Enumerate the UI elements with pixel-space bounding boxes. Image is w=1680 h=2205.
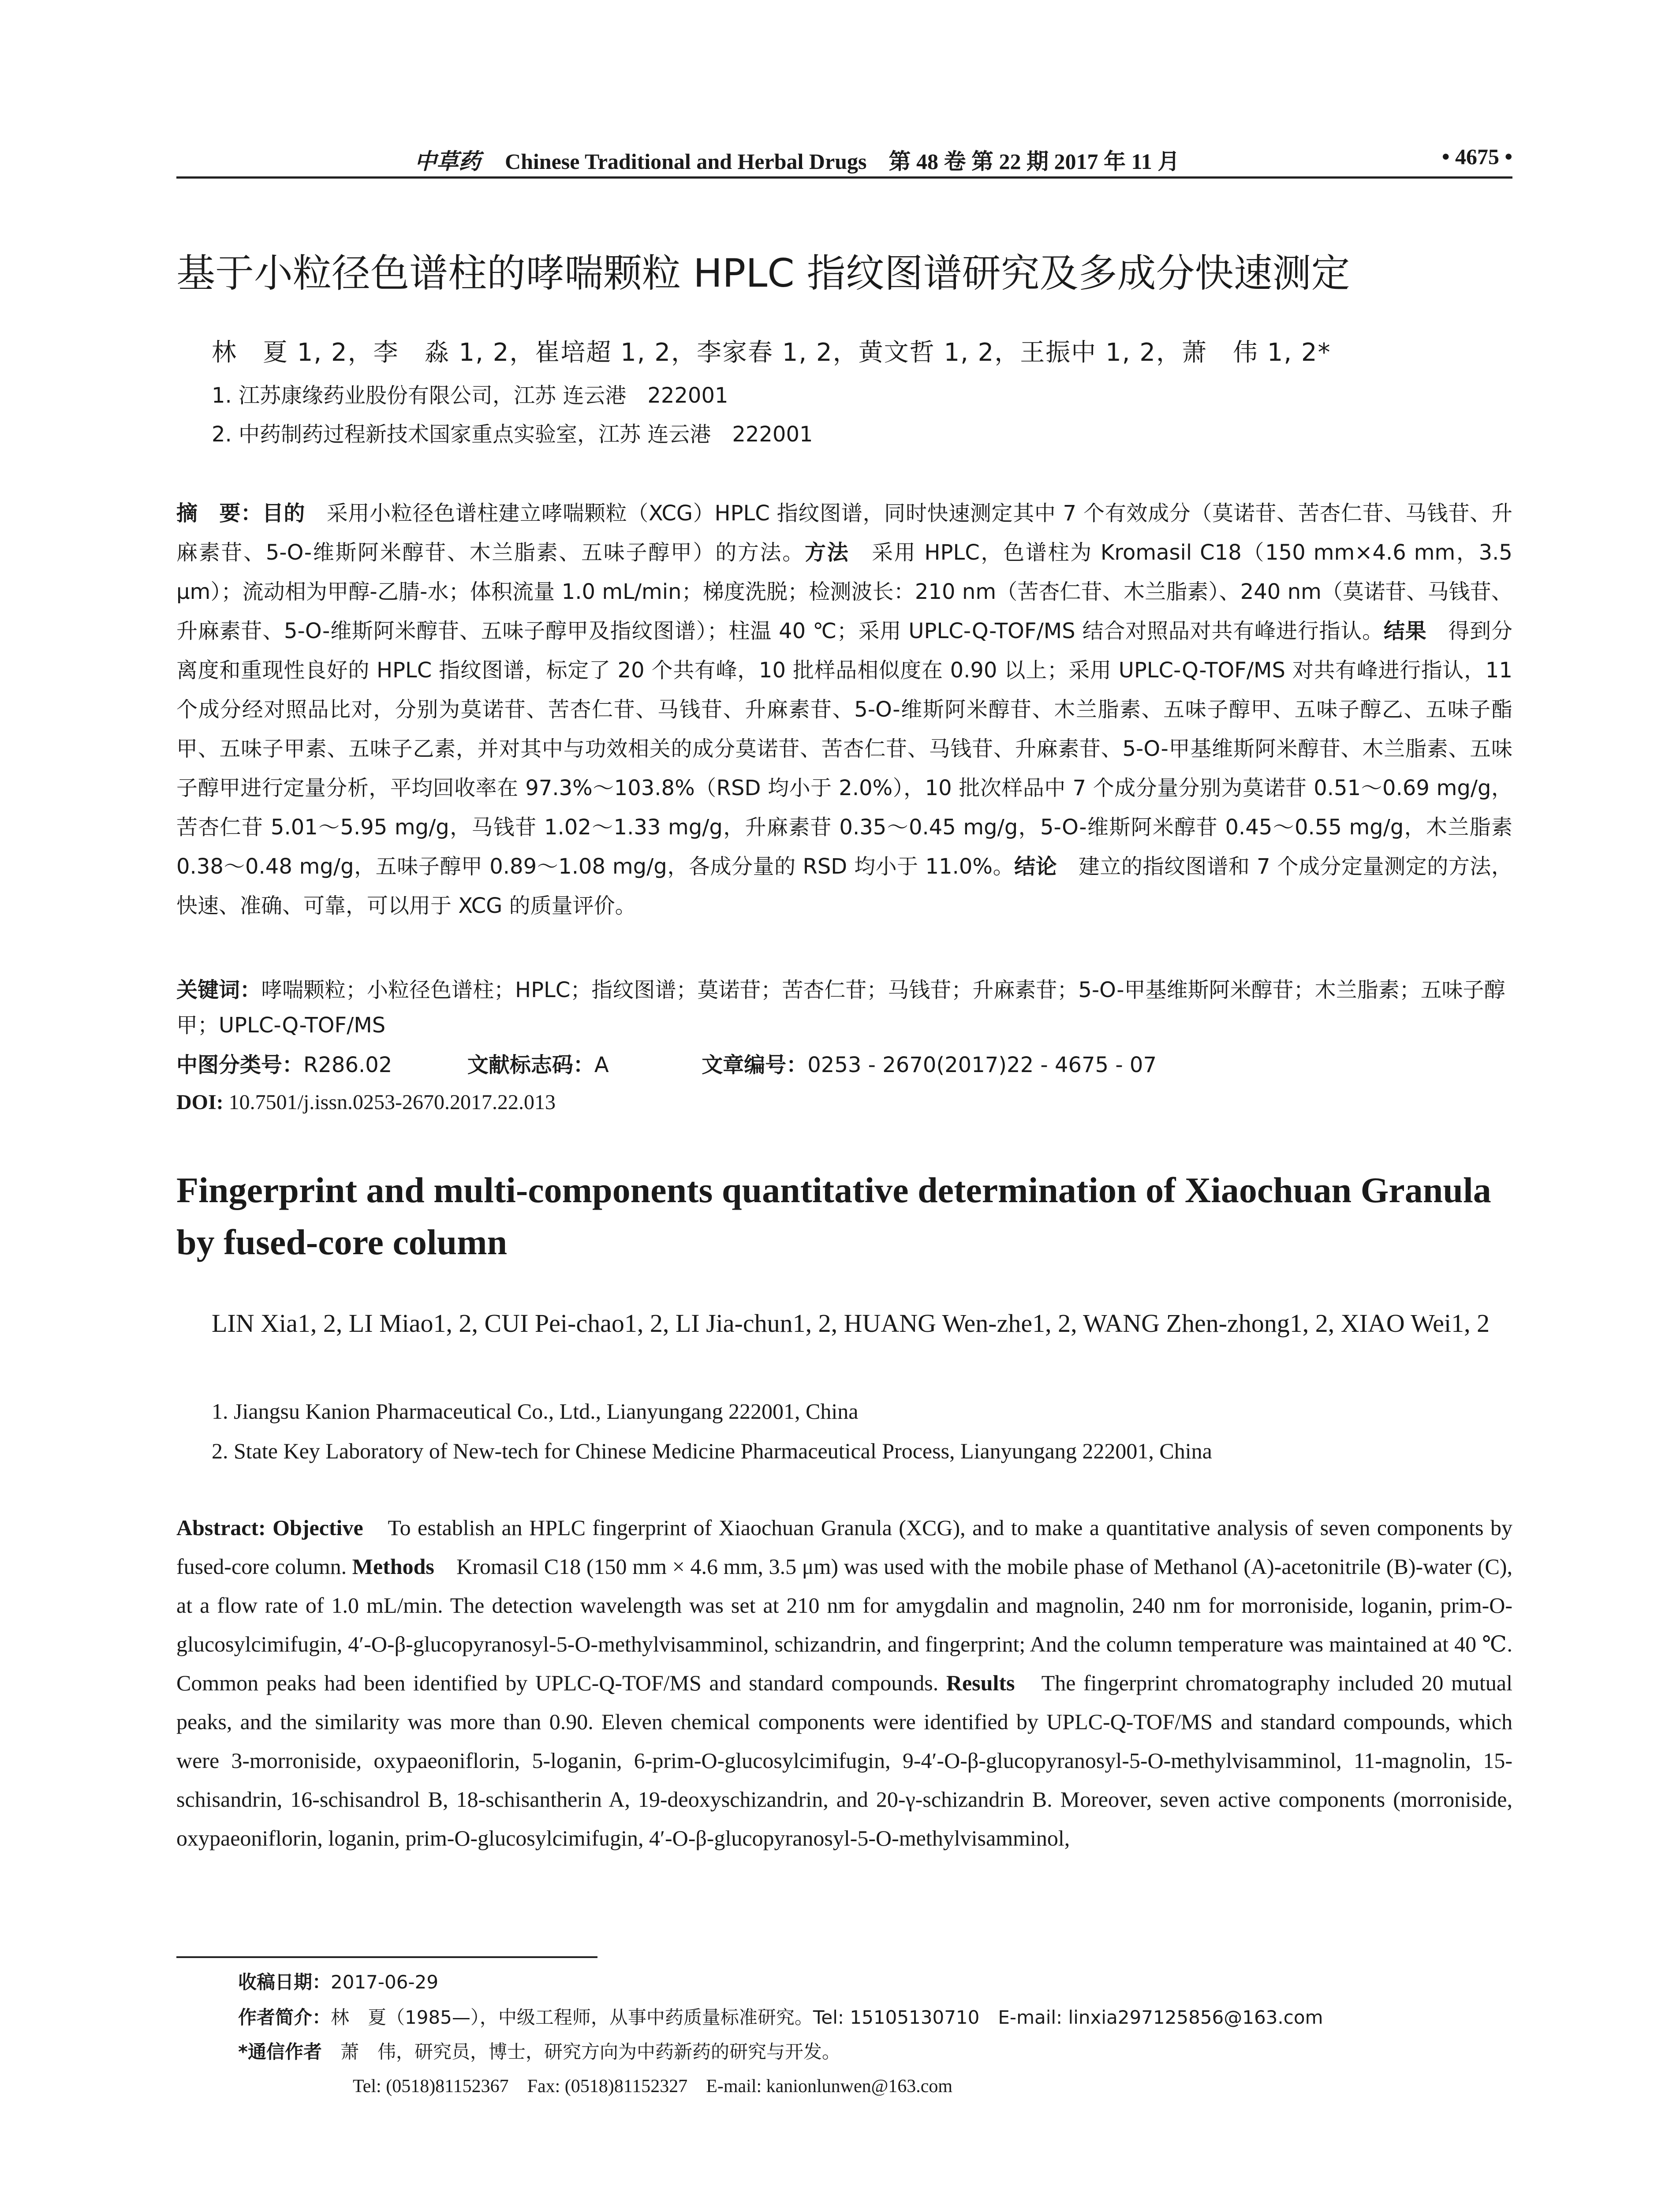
affiliation-cn-2: 2. 中药制药过程新技术国家重点实验室，江苏 连云港 222001 [212, 422, 813, 447]
footnote-rule [176, 1956, 597, 1958]
authors-cn: 林 夏 1, 2，李 淼 1, 2，崔培超 1, 2，李家春 1, 2，黄文哲 1, 2，王振中 1, 2，萧 伟 1, 2* [212, 338, 1331, 367]
classification-line [176, 1047, 1512, 1083]
clc-label: 中图分类号： [176, 1053, 304, 1077]
methods-label-en: Methods [352, 1554, 434, 1579]
conclusion-label-cn: 结论 [1014, 854, 1057, 879]
methods-label-cn: 方法 [805, 540, 850, 565]
abstract-cn-label: 摘 要： [176, 501, 262, 526]
doi-label: DOI: [176, 1091, 224, 1114]
affiliation-en-1: 1. Jiangsu Kanion Pharmaceutical Co., Ltd., Lianyungang 222001, China [212, 1399, 859, 1424]
doi-value: 10.7501/j.issn.0253-2670.2017.22.013 [223, 1091, 556, 1114]
results-label-cn: 结果 [1383, 619, 1427, 643]
journal-name-cn: 中草药 [414, 149, 481, 174]
title-cn: 基于小粒径色谱柱的哮喘颗粒 HPLC 指纹图谱研究及多成分快速测定 [176, 250, 1350, 296]
results-cn: 得到分离度和重现性良好的 HPLC 指纹图谱，标定了 20 个共有峰，10 批样品相似度在 0.90 以上；采用 UPLC-Q-TOF/MS 对共有峰进行指认，11 个成分经对照品比对，分别为莫诺苷、苦杏仁苷、马钱苷、升麻素苷、5-O-维斯阿米醇苷、木兰脂素、五味子醇甲、五味子醇乙、五味子酯甲、五味子甲素、五味子乙素，并对其中与功效相关的成分莫诺苷、苦杏仁苷、马钱苷、升麻素苷、5-O-甲基维斯阿米醇苷、木兰脂素、五味子醇甲进行定量分析，平均回收率在 97.3%～103.8%（RSD 均小于 2.0%），10 批次样品中 7 个成分量分别为莫诺苷 0.51～0.69 mg/g，苦杏仁苷 5.01～5.95 mg/g，马钱苷 1.02～1.33 mg/g，升麻素苷 0.35～0.45 mg/g，5-O-维斯阿米醇苷 0.45～0.55 mg/g，木兰脂素 0.38～0.48 mg/g，五味子醇甲 0.89～1.08 mg/g，各成分量的 RSD 均小于 11.0%。 [176, 619, 1512, 879]
objective-en: To establish an HPLC fingerprint of Xiaochuan Granula (XCG), and to make a quantitative analysis of seven components by fused-core column. [176, 1515, 1512, 1579]
bio-text: 林 夏（1985—），中级工程师，从事中药质量标准研究。Tel: 15105130710 E-mail: linxia297125856@163.com [331, 2007, 1323, 2028]
objective-label-cn: 目的 [262, 501, 306, 526]
conclusion-cn: 建立的指纹图谱和 7 个成分定量测定的方法，快速、准确、可靠，可以用于 XCG 的质量评价。 [176, 854, 1512, 918]
methods-cn: 采用 HPLC，色谱柱为 Kromasil C18（150 mm×4.6 mm，3.5 μm）；流动相为甲醇-乙腈-水；体积流量 1.0 mL/min；梯度洗脱；检测波长：210 nm（苦杏仁苷、木兰脂素）、240 nm（莫诺苷、马钱苷、升麻素苷、5-O-维斯阿米醇苷、五味子醇甲及指纹图谱）；柱温 40 ℃；采用 UPLC-Q-TOF/MS 结合对照品对共有峰进行指认。 [176, 540, 1512, 643]
abstract-cn [176, 494, 1512, 926]
article-no-value: 0253 - 2670(2017)22 - 4675 - 07 [807, 1053, 1157, 1077]
corr-text: 萧 伟，研究员，博士，研究方向为中药新药的研究与开发。 [321, 2041, 840, 2063]
results-en: The fingerprint chromatography included 20 mutual peaks, and the similarity was more than 0.90. Eleven chemical components were identified by UPLC-Q-TOF/MS and standard compounds, which were 3-morroniside, oxypaeoniflorin, 5-loganin, 6-prim-O-glucosylcimifugin, 9-4′-O-β-glucopyranosyl-5-O-methylvisamminol, 11-magnolin, 15-schisandrin, 16-schisandrol B, 18-schisantherin A, 19-deoxyschizandrin, and 20-γ-schizandrin B. Moreover, seven active components (morroniside, oxypaeoniflorin, loganin, prim-O-glucosylcimifugin, 4′-O-β-glucopyranosyl-5-O-methylvisamminol, [176, 1671, 1513, 1850]
corresponding-author [238, 2037, 840, 2067]
objective-cn: 采用小粒径色谱柱建立哮喘颗粒（XCG）HPLC 指纹图谱，同时快速测定其中 7 个有效成分（莫诺苷、苦杏仁苷、马钱苷、升麻素苷、5-O-维斯阿米醇苷、木兰脂素、五味子醇甲）的方法。 [176, 501, 1512, 565]
methods-en: Kromasil C18 (150 mm × 4.6 mm, 3.5 μm) was used with the mobile phase of Methanol (A)-acetonitrile (B)-water (C), at a flow rate of 1.0 mL/min. The detection wavelength was set at 210 nm for amygdalin and magnolin, 240 nm for morroniside, loganin, prim-O-glucosylcimifugin, 4′-O-β-glucopyranosyl-5-O-methylvisamminol, schizandrin, and fingerprint; And the column temperature was maintained at 40 ℃. Common peaks had been identified by UPLC-Q-TOF/MS and standard compounds. [176, 1554, 1512, 1695]
doc-code-label: 文献标志码： [467, 1053, 594, 1077]
affiliation-cn-1: 1. 江苏康缘药业股份有限公司，江苏 连云港 222001 [212, 383, 728, 408]
received-date [238, 1967, 438, 1998]
authors-en: LIN Xia1, 2, LI Miao1, 2, CUI Pei-chao1, 2, LI Jia-chun1, 2, HUANG Wen-zhe1, 2, WANG Zhen-zhong1, 2, XIAO Wei1, 2 [212, 1309, 1490, 1338]
received-value: 2017-06-29 [331, 1971, 439, 1993]
corresponding-contact: Tel: (0518)81152367 Fax: (0518)81152327 E-mail: kanionlunwen@163.com [353, 2076, 953, 2097]
running-header [176, 140, 1512, 172]
keywords-label: 关键词： [176, 978, 261, 1002]
keywords-text: 哮喘颗粒；小粒径色谱柱；HPLC；指纹图谱；莫诺苷；苦杏仁苷；马钱苷；升麻素苷；5-O-甲基维斯阿米醇苷；木兰脂素；五味子醇甲；UPLC-Q-TOF/MS [176, 978, 1505, 1038]
journal-info: Chinese Traditional and Herbal Drugs 第 48 卷 第 22 期 2017 年 11 月 [505, 149, 1180, 174]
article-no-label: 文章编号： [702, 1053, 808, 1077]
header-rule [176, 176, 1512, 179]
keywords-cn [176, 972, 1512, 1043]
corr-label: *通信作者 [238, 2041, 322, 2063]
title-en: Fingerprint and multi-components quantitative determination of Xiaochuan Granula by fused-core column [176, 1170, 1491, 1262]
affiliation-en-2: 2. State Key Laboratory of New-tech for Chinese Medicine Pharmaceutical Process, Lianyungang 222001, China [212, 1439, 1212, 1463]
doc-code-value: A [594, 1053, 609, 1077]
abstract-en [176, 1508, 1512, 1857]
page-number: • 4675 • [1441, 144, 1512, 169]
abstract-en-label: Abstract: Objective [176, 1515, 363, 1540]
clc-value: R286.02 [303, 1053, 392, 1077]
received-label: 收稿日期： [238, 1971, 331, 1993]
doi-line [176, 1085, 556, 1120]
bio-label: 作者简介： [238, 2007, 331, 2028]
results-label-en: Results [946, 1671, 1015, 1695]
author-bio [238, 2002, 1512, 2033]
